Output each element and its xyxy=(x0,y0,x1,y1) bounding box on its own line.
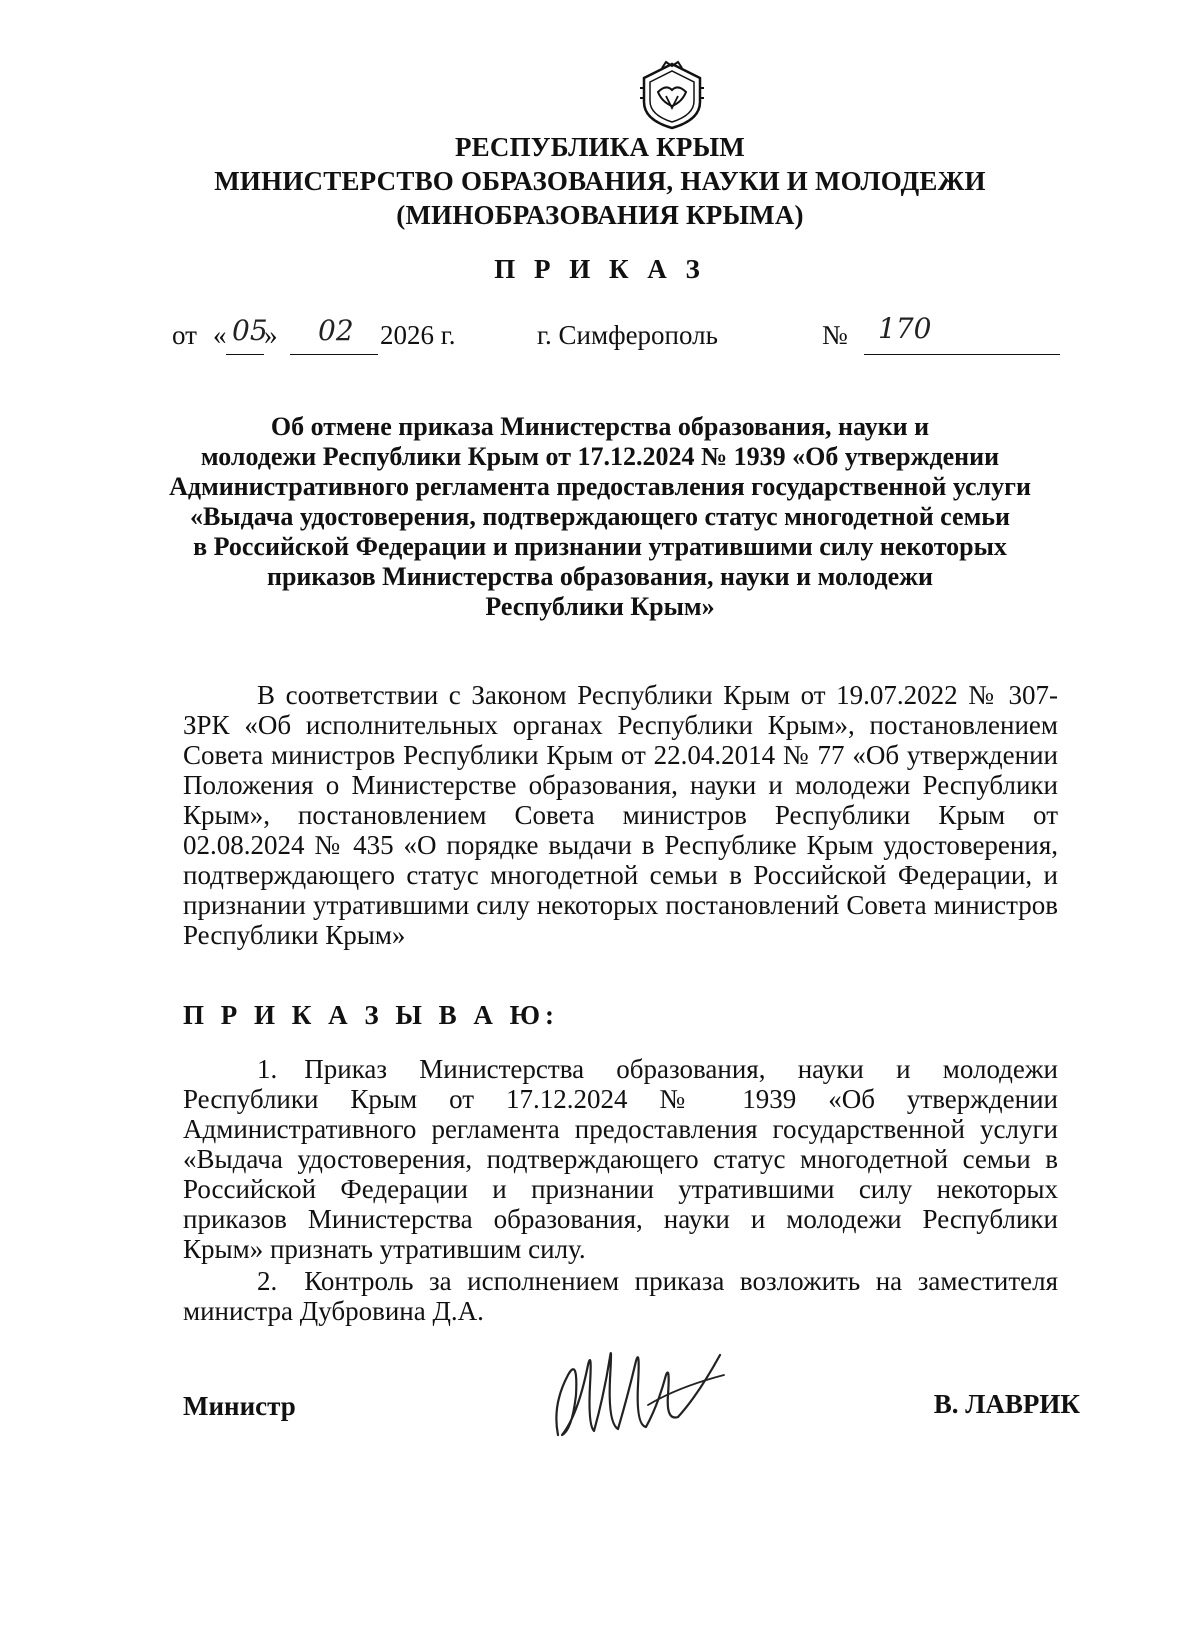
order-directive-heading: П Р И К А З Ы В А Ю: xyxy=(183,1000,559,1030)
date-from-label: от xyxy=(172,320,197,350)
signature-block xyxy=(0,1385,1200,1505)
coat-of-arms-icon xyxy=(636,58,708,130)
order-item-1: 1. Приказ Министерства образования, науки и молодежи Республики Крым от 17.12.2024 № 1939 «Об утверждении Административного регламента предоставления государственной услуги «Выдача удостоверения, подтверждающего статус многодетной семьи в Российской Федерации и признании утратившими силу некоторых приказов Министерства образования, науки и молодежи Республики Крым» признать утратившим силу. xyxy=(183,1054,1058,1264)
subject-line: «Выдача удостоверения, подтверждающего статус многодетной семьи xyxy=(189,502,1011,531)
subject-line: Республики Крым» xyxy=(485,592,715,621)
handwritten-signature-icon xyxy=(548,1335,728,1445)
date-month-underline xyxy=(290,354,378,355)
subject-line: Об отмене приказа Министерства образования, науки и xyxy=(270,412,930,441)
document-type-title: П Р И К А З xyxy=(494,254,706,284)
date-month-handwritten: 02 xyxy=(318,314,354,347)
header-ministry: МИНИСТЕРСТВО ОБРАЗОВАНИЯ, НАУКИ И МОЛОДЕЖИ xyxy=(214,166,986,196)
order-number-label: № xyxy=(822,320,848,350)
subject-line: приказов Министерства образования, науки и молодежи xyxy=(266,562,933,591)
order-items xyxy=(183,1054,1058,1326)
date-year: 2026 г. xyxy=(380,320,456,350)
preamble-paragraph: В соответствии с Законом Республики Крым от 19.07.2022 № 307-ЗРК «Об исполнительных органах Республики Крым», постановлением Совета министров Республики Крым от 22.04.2014 № 77 «Об утверждении Положения о Министерстве образования, науки и молодежи Республики Крым», постановлением Совета министров Республики Крым от 02.08.2024 № 435 «О порядке выдачи в Республике Крым удостоверения, подтверждающего статус многодетной семьи в Российской Федерации, и признании утратившими силу некоторых постановлений Совета министров Республики Крым» xyxy=(183,680,1058,950)
date-day-handwritten: 05 xyxy=(232,314,268,347)
organization-header xyxy=(100,130,1100,232)
order-subject xyxy=(150,412,1050,622)
subject-line: Административного регламента предоставления государственной услуги xyxy=(169,472,1031,501)
order-item-2: 2. Контроль за исполнением приказа возложить на заместителя министра Дубровина Д.А. xyxy=(183,1266,1058,1326)
header-ministry-short: (МИНОБРАЗОВАНИЯ КРЫМА) xyxy=(396,200,804,230)
signatory-name: В. ЛАВРИК xyxy=(933,1389,1080,1419)
date-day-close-quote: » xyxy=(264,320,278,350)
order-meta-row xyxy=(0,312,1200,362)
header-republic: РЕСПУБЛИКА КРЫМ xyxy=(454,132,745,162)
order-number-handwritten: 170 xyxy=(878,312,932,345)
subject-line: в Российской Федерации и признании утратившими силу некоторых xyxy=(193,532,1007,561)
signatory-title: Министр xyxy=(183,1391,296,1421)
order-city: г. Симферополь xyxy=(537,320,718,350)
order-number-underline xyxy=(864,354,1060,355)
subject-line: молодежи Республики Крым от 17.12.2024 № 1939 «Об утверждении xyxy=(200,442,1000,471)
date-day-underline xyxy=(226,354,264,355)
date-day-open-quote: « xyxy=(213,320,227,350)
